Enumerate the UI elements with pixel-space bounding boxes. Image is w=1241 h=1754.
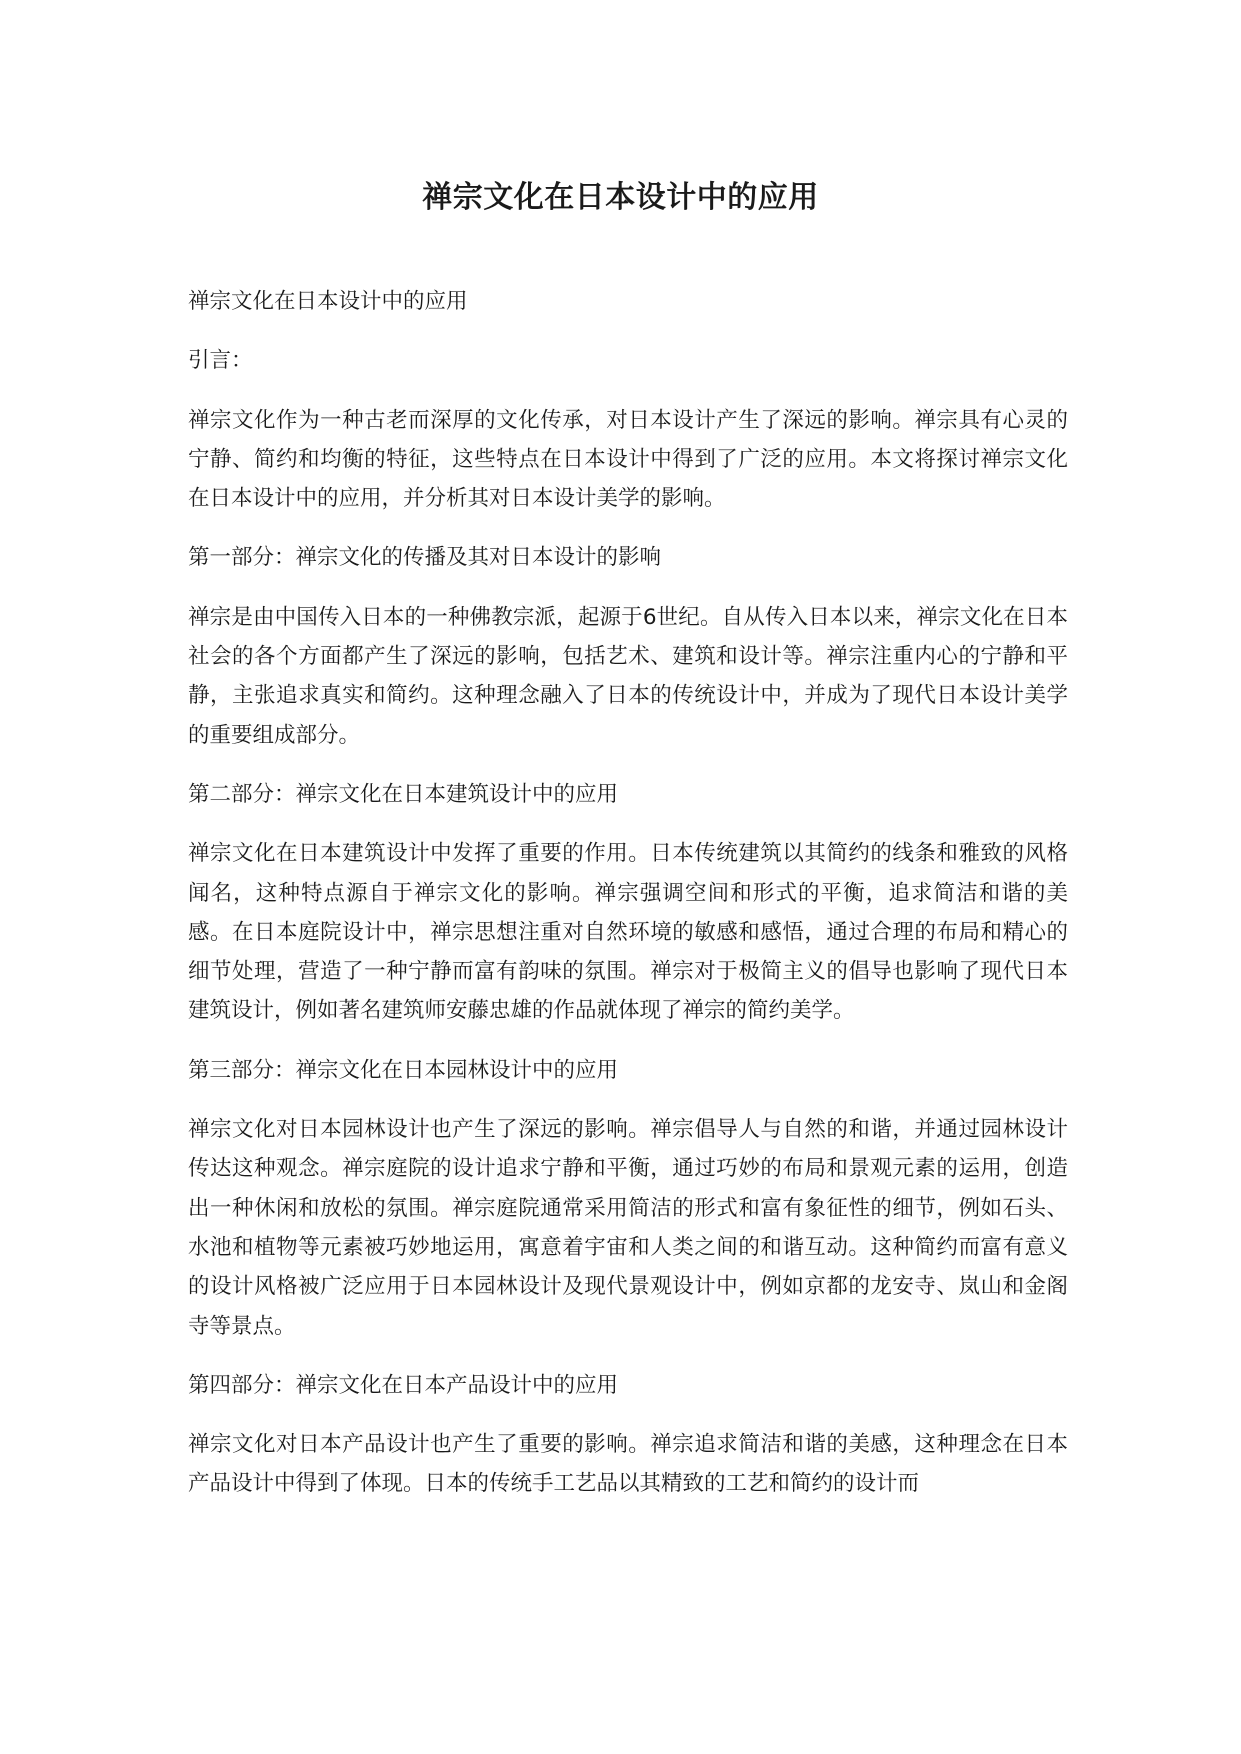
section-paragraph-2: 禅宗文化在日本建筑设计中发挥了重要的作用。日本传统建筑以其简约的线条和雅致的风格闻名，这种特点源自于禅宗文化的影响。禅宗强调空间和形式的平衡，追求简洁和谐的美感。在日本庭院设计中，禅宗思想注重对自然环境的敏感和感悟，通过合理的布局和精心的细节处理，营造了一种宁静而富有韵味的氛围。禅宗对于极简主义的倡导也影响了现代日本建筑设计，例如著名建筑师安藤忠雄的作品就体现了禅宗的简约美学。 bbox=[188, 841, 1068, 1024]
section-paragraph-4: 禅宗文化对日本产品设计也产生了重要的影响。禅宗追求简洁和谐的美感，这种理念在日本产品设计中得到了体现。日本的传统手工艺品以其精致的工艺和简约的设计而 bbox=[188, 1432, 1068, 1497]
section-paragraph-1: 禅宗是由中国传入日本的一种佛教宗派，起源于6世纪。自从传入日本以来，禅宗文化在日本社会的各个方面都产生了深远的影响，包括艺术、建筑和设计等。禅宗注重内心的宁静和平静，主张追求真实和简约。这种理念融入了日本的传统设计中，并成为了现代日本设计美学的重要组成部分。 bbox=[188, 604, 1068, 748]
section-heading-1: 第一部分：禅宗文化的传播及其对日本设计的影响 bbox=[188, 545, 662, 571]
document-title: 禅宗文化在日本设计中的应用 bbox=[422, 180, 819, 215]
section-heading-3: 第三部分：禅宗文化在日本园林设计中的应用 bbox=[188, 1057, 619, 1083]
section-heading-2: 第二部分：禅宗文化在日本建筑设计中的应用 bbox=[188, 781, 619, 807]
section-paragraph-3: 禅宗文化对日本园林设计也产生了深远的影响。禅宗倡导人与自然的和谐，并通过园林设计传达这种观念。禅宗庭院的设计追求宁静和平衡，通过巧妙的布局和景观元素的运用，创造出一种休闲和放松的氛围。禅宗庭院通常采用简洁的形式和富有象征性的细节，例如石头、水池和植物等元素被巧妙地运用，寓意着宇宙和人类之间的和谐互动。这种简约而富有意义的设计风格被广泛应用于日本园林设计及现代景观设计中，例如京都的龙安寺、岚山和金阁寺等景点。 bbox=[188, 1117, 1068, 1339]
document-body bbox=[188, 282, 1068, 1524]
section-heading-4: 第四部分：禅宗文化在日本产品设计中的应用 bbox=[188, 1372, 619, 1398]
body-heading: 禅宗文化在日本设计中的应用 bbox=[188, 289, 468, 314]
introduction-label: 引言： bbox=[188, 348, 253, 374]
introduction-paragraph: 禅宗文化作为一种古老而深厚的文化传承，对日本设计产生了深远的影响。禅宗具有心灵的宁静、简约和均衡的特征，这些特点在日本设计中得到了广泛的应用。本文将探讨禅宗文化在日本设计中的应用，并分析其对日本设计美学的影响。 bbox=[188, 407, 1068, 512]
